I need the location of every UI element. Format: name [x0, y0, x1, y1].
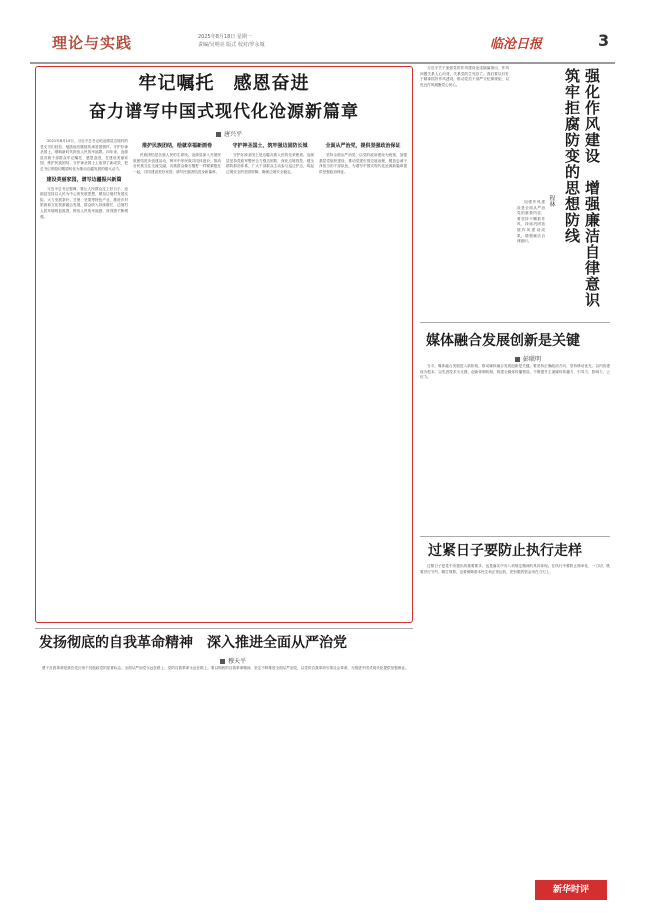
media-article-body	[420, 364, 610, 532]
newspaper-brand: 临沧日报	[490, 37, 543, 52]
vertical-title-1	[583, 68, 600, 164]
tight-days-paragraph: 过紧日子是党中央提出的重要要求，也是落实中央八项规定精神的具体体现。在执行中要防止简单化、一刀切，既要厉行节约、精打细算，也要保障基本民生和正常运转，把有限的资金用在刀刃上。	[420, 564, 610, 574]
xinhua-commentary-badge: 新华时评	[535, 880, 607, 900]
lead-title-line-1: 牢记嘱托 感恩奋进	[138, 73, 310, 94]
lead-paragraph: 守护好神圣国土是边疆各族人民的光荣使命。沧源县坚持党政军警民合力强边固防，深化边境管控，健全群防群治体系，广大干部群众主动参与巡边护边，筑起边境安全的坚固屏障，确保边境安全稳定。	[226, 153, 314, 174]
vertical-title-line-2: 筑牢拒腐防变的思想防线	[563, 68, 581, 244]
lead-column-4	[319, 139, 407, 617]
lead-column-1	[40, 139, 128, 617]
issue-editors: 责编/吴明亮 版式 校对/罗永城	[198, 42, 265, 48]
self-revolution-author	[220, 656, 246, 665]
lead-author-name: 唐兴平	[224, 131, 243, 138]
divider	[35, 628, 413, 629]
lead-paragraph: 习近平总书记强调，要让人民群众过上好日子。沧源县坚持以人民为中心的发展思想，紧扣边境村发展实际，大力发展茶叶、甘蔗、坚果等特色产业，推进乡村旅游和文化旅游融合发展，群众收入持续增长，边境村人居环境明显改善，阿佤人民的幸福感、获得感不断增强。	[40, 186, 128, 219]
lead-author	[216, 129, 242, 138]
lead-paragraph: 民族团结是各族人民的生命线。沧源县深入开展民族团结进步创建活动，铸牢中华民族共同体意识，推动各民族交往交流交融，各族群众像石榴籽一样紧紧抱在一起，共同建设美好家园，谱写民族团结进步新篇章。	[133, 153, 221, 174]
vertical-author: 程林	[548, 195, 555, 207]
self-revolution-author-name: 穆天平	[228, 658, 247, 665]
self-revolution-body	[35, 666, 413, 916]
vertical-title-line-3: 增强廉洁自律意识	[583, 180, 601, 308]
vertical-article-text	[517, 200, 545, 290]
lead-paragraph: 坚持全面从严治党，以党的政治建设为统领，加强基层党组织建设，推动党建引领边境治理，锻造忠诚干净担当的干部队伍，为谱写中国式现代化沧源新篇章提供坚强政治保证。	[319, 153, 407, 174]
vertical-title-3	[583, 180, 600, 308]
divider	[420, 536, 610, 537]
media-author-name: 彭联明	[523, 356, 542, 363]
issue-date: 2025年8月18日 星期一	[198, 34, 252, 40]
lead-paragraph: 2021年8月19日，习近平总书记给沧源县边境村的老支书们回信，勉励他们继续传承爱国情怀，守护好神圣国土，唱响新时代阿佤人民的幸福歌。四年来，沧源县各族干部群众牢记嘱托、感恩奋进，在建设美丽家园、维护民族团结、守护神圣国土上取得了新成效，把总书记的殷切期望转化为推动边疆发展的强大动力。	[40, 139, 128, 171]
media-paragraph: 当今，媒体融合发展进入新阶段，推动媒体融合发展创新是关键。要坚持正确政治方向，坚持移动优先，以内容建设为根本，以先进技术为支撑，创新体制机制，构建全媒体传播格局，不断提升主流媒体传播力、引导力、影响力、公信力。	[420, 364, 610, 380]
section-title: 理论与实践	[52, 34, 133, 52]
lead-column-3	[226, 139, 314, 617]
lead-title-line-2: 奋力谱写中国式现代化沧源新篇章	[89, 102, 359, 122]
page-number: 3	[598, 31, 610, 50]
media-article-author	[515, 354, 541, 363]
lead-column-2	[133, 139, 221, 617]
lead-subhead-4: 全面从严治党，提供坚强政治保证	[325, 143, 401, 149]
self-revolution-title: 发扬彻底的自我革命精神 深入推进全面从严治党	[39, 635, 347, 651]
lead-subhead-3: 守护神圣国土，筑牢强边固防长城	[232, 143, 308, 149]
divider	[420, 322, 610, 323]
self-revolution-paragraph: 勇于自我革命是我们党区别于其他政党的显著标志。全面从严治党永远在路上，党的自我革命永远在路上。要以彻底的自我革命精神，坚定不移推进全面从严治党，以党的自我革命引领社会革命，为推进中国式现代化提供坚强保证。	[42, 666, 409, 670]
lead-article[interactable]	[35, 66, 413, 623]
lead-subhead-2: 推护民族团结，绘就幸福新画卷	[141, 143, 212, 149]
media-article-title: 媒体融合发展创新是关键	[426, 333, 580, 349]
vertical-title-line-1: 强化作风建设	[583, 68, 601, 164]
masthead	[30, 30, 615, 64]
side-top-paragraph: 习近平关于加强党的作风建设论述摘编指出，作风问题关系人心向背，关系党的生死存亡。我们要以钉钉子精神抓好作风建设，推动党员干部严守纪律规矩，以优良作风凝聚党心民心。	[420, 66, 509, 87]
author-square-icon	[515, 357, 520, 362]
issue-info	[198, 33, 265, 49]
vertical-paragraph: 加强作风建设是全面从严治党的重要内容，要坚持不懈抓作风，持续巩固拓展作风建设成果，增强廉洁自律意识。	[517, 200, 545, 244]
side-top-column	[420, 66, 509, 284]
tight-days-title: 过紧日子要防止执行走样	[428, 543, 582, 559]
tight-days-body	[420, 564, 610, 874]
author-square-icon	[216, 132, 221, 137]
lead-subhead-1: 建设美丽家园，谱写边疆振兴新篇	[46, 176, 122, 183]
vertical-title-2	[563, 68, 580, 244]
author-square-icon	[220, 659, 225, 664]
